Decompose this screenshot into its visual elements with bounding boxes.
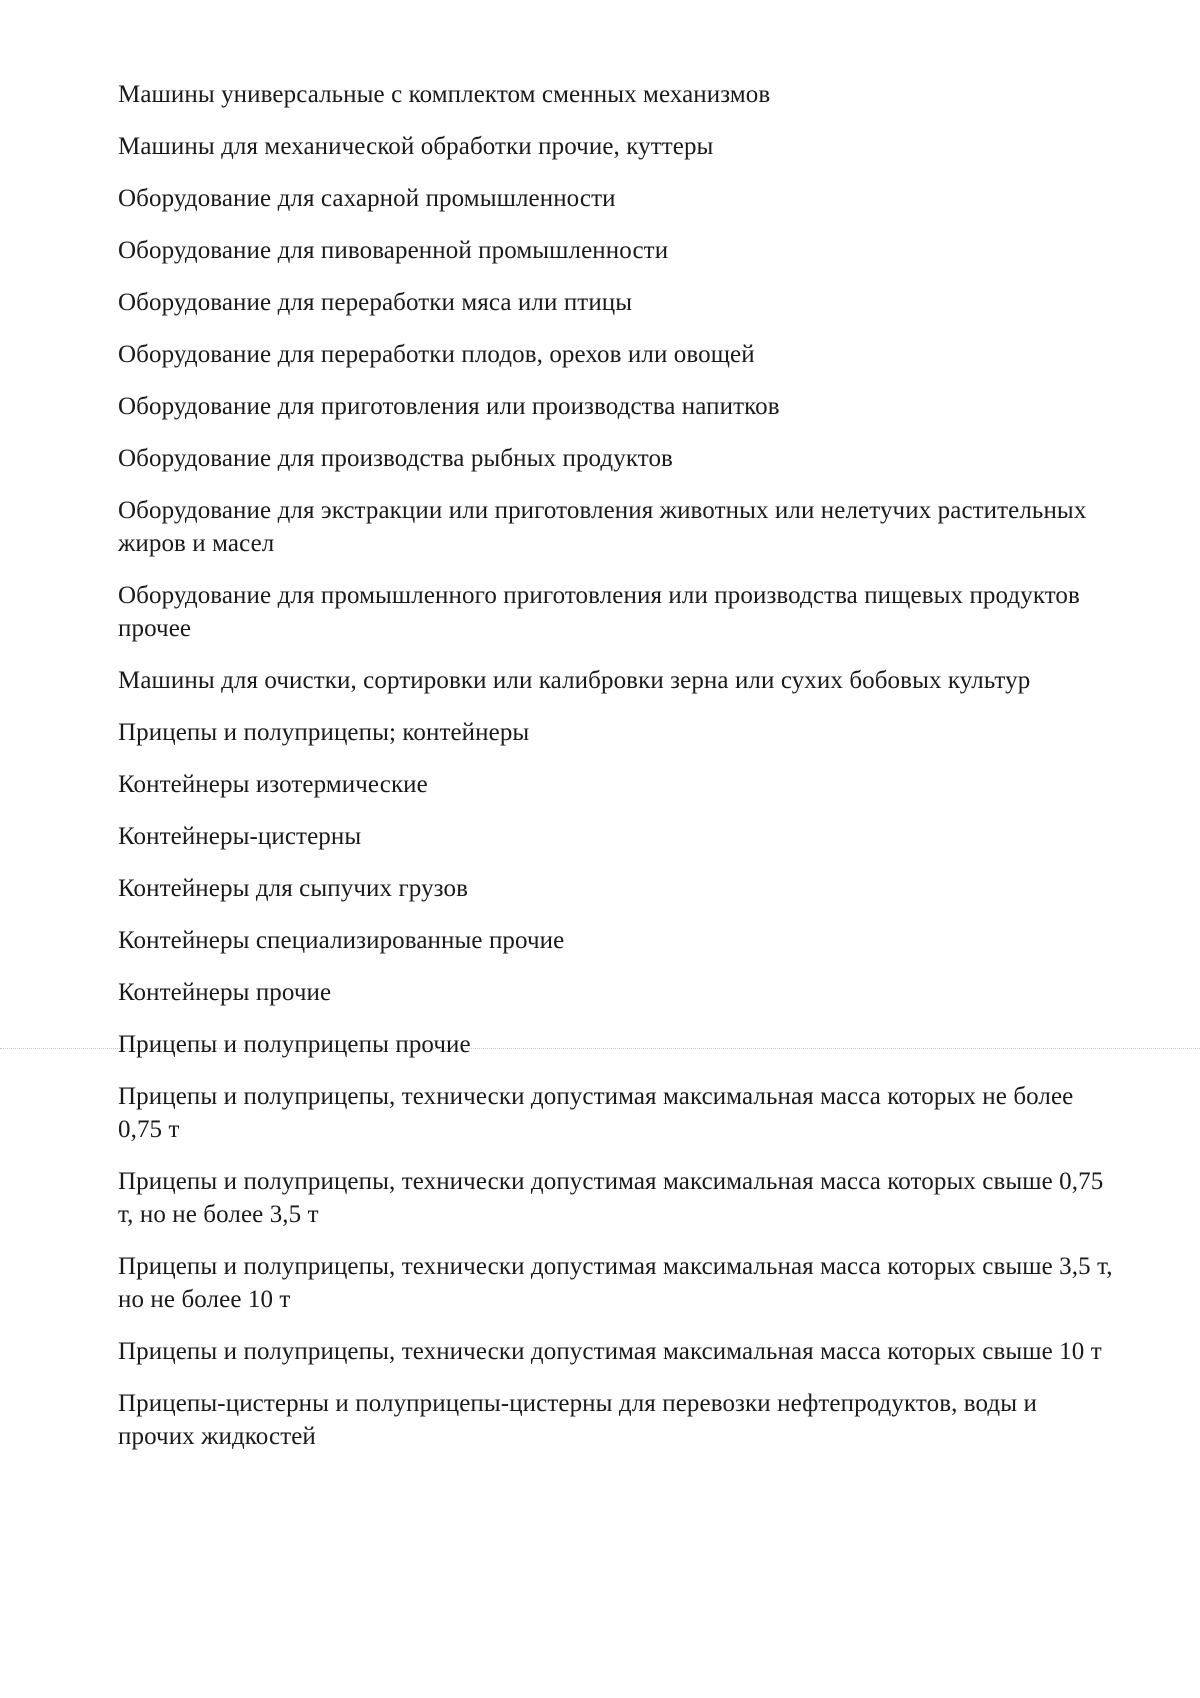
list-item: Оборудование для приготовления или производства напитков: [118, 393, 780, 420]
list-item: Машины для механической обработки прочие, куттеры: [118, 133, 714, 160]
list-item: Контейнеры специализированные прочие: [118, 927, 565, 954]
list-item: Оборудование для сахарной промышленности: [118, 185, 616, 212]
list-item: Контейнеры-цистерны: [118, 823, 362, 850]
list-item: Оборудование для пивоваренной промышленности: [118, 237, 669, 264]
list-item: Машины универсальные с комплектом сменных механизмов: [118, 81, 771, 108]
list-item: Оборудование для промышленного приготовления или производства пищевых продуктов прочее: [118, 582, 1080, 642]
list-item: Контейнеры изотермические: [118, 771, 428, 798]
list-item: Прицепы и полуприцепы прочие: [118, 1031, 471, 1058]
list-item: Прицепы и полуприцепы; контейнеры: [118, 719, 530, 746]
list-item: Оборудование для производства рыбных продуктов: [118, 445, 673, 472]
list-item: Машины для очистки, сортировки или калибровки зерна или сухих бобовых культур: [118, 667, 1031, 694]
classification-item-list: [118, 78, 1118, 1472]
list-item: Оборудование для переработки мяса или птицы: [118, 289, 633, 316]
list-item: Прицепы и полуприцепы, технически допустимая максимальная масса которых свыше 10 т: [118, 1338, 1102, 1365]
list-item: Прицепы и полуприцепы, технически допустимая максимальная масса которых свыше 0,75 т, но не более 3,5 т: [118, 1168, 1104, 1228]
list-item: Оборудование для экстракции или приготовления животных или нелетучих растительных жиров и масел: [118, 497, 1087, 557]
list-item: Оборудование для переработки плодов, орехов или овощей: [118, 341, 755, 368]
list-item: Прицепы-цистерны и полуприцепы-цистерны для перевозки нефтепродуктов, воды и прочих жидкостей: [118, 1390, 1037, 1450]
list-item: Контейнеры прочие: [118, 979, 332, 1006]
list-item: Прицепы и полуприцепы, технически допустимая максимальная масса которых свыше 3,5 т, но не более 10 т: [118, 1253, 1113, 1313]
list-item: Контейнеры для сыпучих грузов: [118, 875, 469, 902]
list-item: Прицепы и полуприцепы, технически допустимая максимальная масса которых не более 0,75 т: [118, 1083, 1074, 1143]
